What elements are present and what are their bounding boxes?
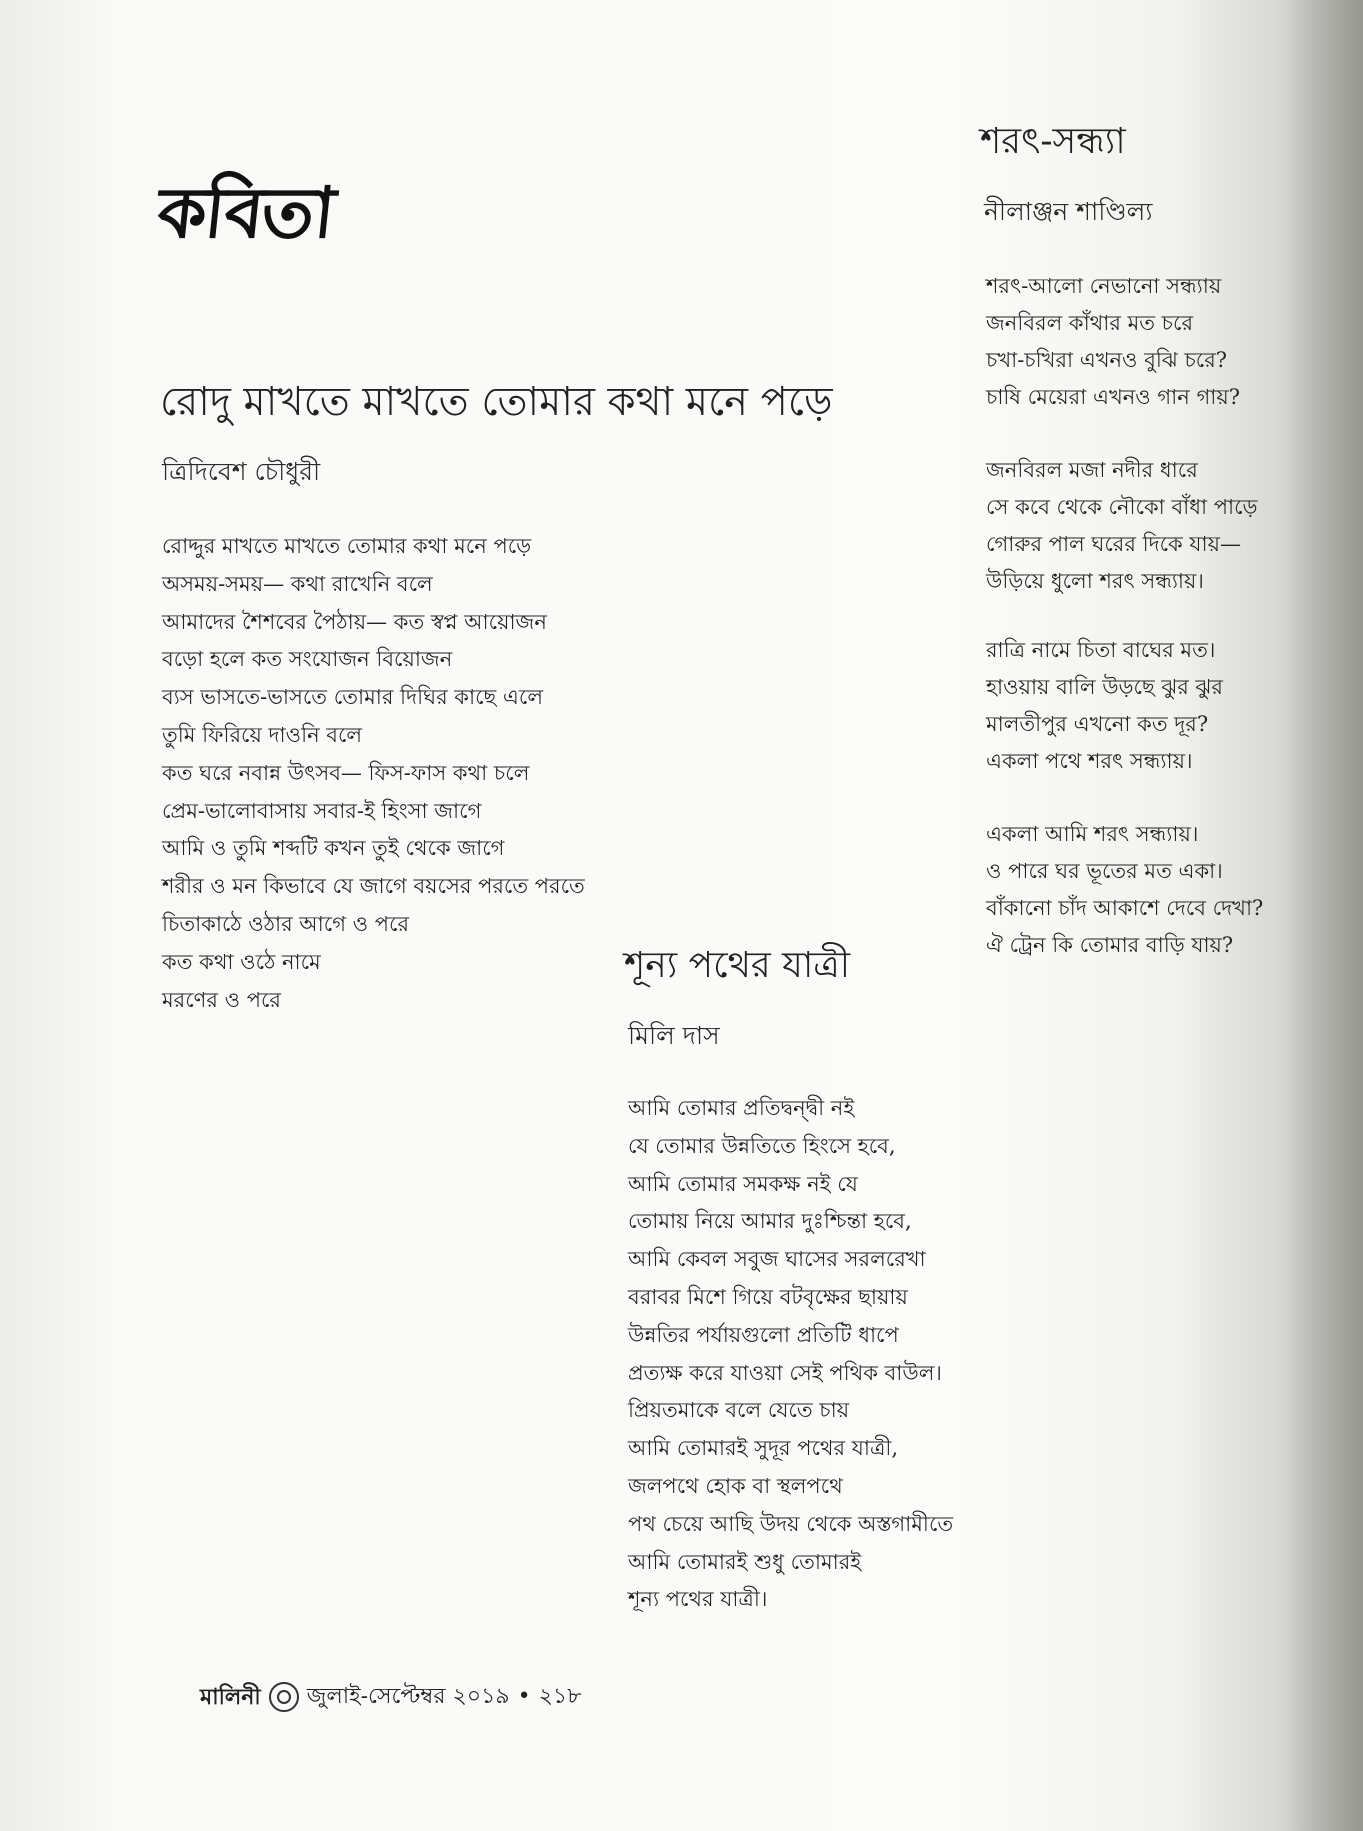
poem-stanza-4: [986, 816, 1263, 964]
poem-line: বড়ো হলে কত সংযোজন বিয়োজন: [162, 647, 453, 672]
poem-line: রাত্রি নামে চিতা বাঘের মত।: [986, 638, 1216, 662]
poem-stanza-1: [986, 268, 1240, 416]
poem-line: আমি তোমার প্রতিদ্বন্দ্বী নই: [628, 1096, 855, 1120]
poem-line: চিতাকাঠে ওঠার আগে ও পরে: [162, 911, 410, 936]
poem-title-rodu: রোদু মাখতে মাখতে তোমার কথা মনে পড়ে: [160, 379, 833, 425]
poem-line: অসময়-সময়— কথা রাখেনি বলে: [162, 571, 433, 596]
poem-author-mili: মিলি দাস: [628, 1021, 720, 1050]
poem-line: উড়িয়ে ধুলো শরৎ সন্ধ্যায়।: [986, 569, 1204, 593]
poem-line: কত কথা ওঠে নামে: [162, 949, 321, 974]
poem-line: মালতীপুর এখনো কত দূর?: [986, 712, 1209, 736]
poem-line: আমি তোমারই সুদূর পথের যাত্রী,: [628, 1436, 899, 1461]
poem-line: জলপথে হোক বা স্থলপথে: [628, 1473, 843, 1498]
poem-title-shunya: শূন্য পথের যাত্রী: [624, 945, 851, 986]
page-number: ২১৮: [538, 1684, 582, 1709]
issue-date: জুলাই-সেপ্টেম্বর ২০১৯: [306, 1684, 510, 1709]
poem-line: আমি তোমারই শুধু তোমারই: [628, 1549, 862, 1574]
poem-line: আমি কেবল সবুজ ঘাসের সরলরেখা: [628, 1247, 926, 1272]
poem-line: জনবিরল মজা নদীর ধারে: [986, 458, 1198, 482]
poem-line: বরাবর মিশে গিয়ে বটবৃক্ষের ছায়ায়: [628, 1284, 908, 1309]
poem-stanza-3: [986, 632, 1223, 780]
poem-body-shunya: [628, 1090, 953, 1619]
poem-line: একলা আমি শরৎ সন্ধ্যায়।: [986, 822, 1199, 846]
poem-line: ব্যস ভাসতে-ভাসতে তোমার দিঘির কাছে এলে: [162, 685, 543, 710]
poem-line: কত ঘরে নবান্ন উৎসব— ফিস-ফাস কথা চলে: [162, 760, 530, 785]
page-bleed-shadow: [1283, 0, 1363, 1831]
magazine-emblem-icon: [269, 1682, 299, 1712]
poem-author-tridibesh: ত্রিদিবেশ চৌধুরী: [162, 457, 321, 486]
poem-title-sharat: শরৎ-সন্ধ্যা: [980, 121, 1126, 162]
poem-line: মরণের ও পরে: [162, 987, 281, 1012]
poem-line: হাওয়ায় বালি উড়ছে ঝুর ঝুর: [986, 675, 1223, 699]
page-footer: [200, 1682, 581, 1712]
poem-line: ঐ ট্রেন কি তোমার বাড়ি যায়?: [986, 933, 1234, 957]
poem-line: রোদ্দুর মাখতে মাখতে তোমার কথা মনে পড়ে: [162, 534, 532, 558]
poem-line: শূন্য পথের যাত্রী।: [628, 1587, 768, 1612]
poem-line: প্রত্যক্ষ করে যাওয়া সেই পথিক বাউল।: [628, 1360, 942, 1385]
poem-line: তুমি ফিরিয়ে দাওনি বলে: [162, 722, 363, 747]
poem-line: গোরুর পাল ঘরের দিকে যায়—: [986, 532, 1241, 556]
poem-line: প্রেম-ভালোবাসায় সবার-ই হিংসা জাগে: [162, 798, 482, 823]
poem-line: ও পারে ঘর ভূতের মত একা।: [986, 859, 1223, 883]
poem-line: উন্নতির পর্যায়গুলো প্রতিটি ধাপে: [628, 1322, 899, 1347]
section-logo: কবিতা: [153, 172, 338, 254]
poem-line: তোমায় নিয়ে আমার দুঃশ্চিন্তা হবে,: [628, 1209, 912, 1234]
poem-line: আমি তোমার সমকক্ষ নই যে: [628, 1171, 858, 1196]
poem-line: পথ চেয়ে আছি উদয় থেকে অস্তগামীতে: [628, 1511, 954, 1536]
footer-separator: •: [517, 1684, 531, 1709]
poem-line: শরীর ও মন কিভাবে যে জাগে বয়সের পরতে পরতে: [162, 874, 585, 899]
poem-line: যে তোমার উন্নতিতে হিংসে হবে,: [628, 1133, 896, 1158]
poem-line: চখা-চখিরা এখনও বুঝি চরে?: [986, 348, 1228, 372]
poem-line: আমি ও তুমি শব্দটি কখন তুই থেকে জাগে: [162, 836, 505, 861]
poem-line: বাঁকানো চাঁদ আকাশে দেবে দেখা?: [986, 896, 1264, 920]
poem-line: একলা পথে শরৎ সন্ধ্যায়।: [986, 749, 1193, 773]
poem-body-rodu: [162, 528, 585, 1019]
poem-stanza-2: [986, 452, 1258, 600]
poem-line: শরৎ-আলো নেভানো সন্ধ্যায়: [986, 274, 1222, 298]
poem-author-nilanjan: নীলাঞ্জন শাণ্ডিল্য: [984, 197, 1153, 226]
poem-line: জনবিরল কাঁথার মত চরে: [986, 311, 1194, 335]
poem-line: প্রিয়তমাকে বলে যেতে চায়: [628, 1398, 850, 1423]
magazine-name: মালিনী: [200, 1684, 261, 1710]
poem-line: সে কবে থেকে নৌকো বাঁধা পাড়ে: [986, 495, 1258, 519]
poem-line: চাষি মেয়েরা এখনও গান গায়?: [986, 385, 1240, 409]
poem-line: আমাদের শৈশবের পৈঠায়— কত স্বপ্ন আয়োজন: [162, 609, 547, 634]
